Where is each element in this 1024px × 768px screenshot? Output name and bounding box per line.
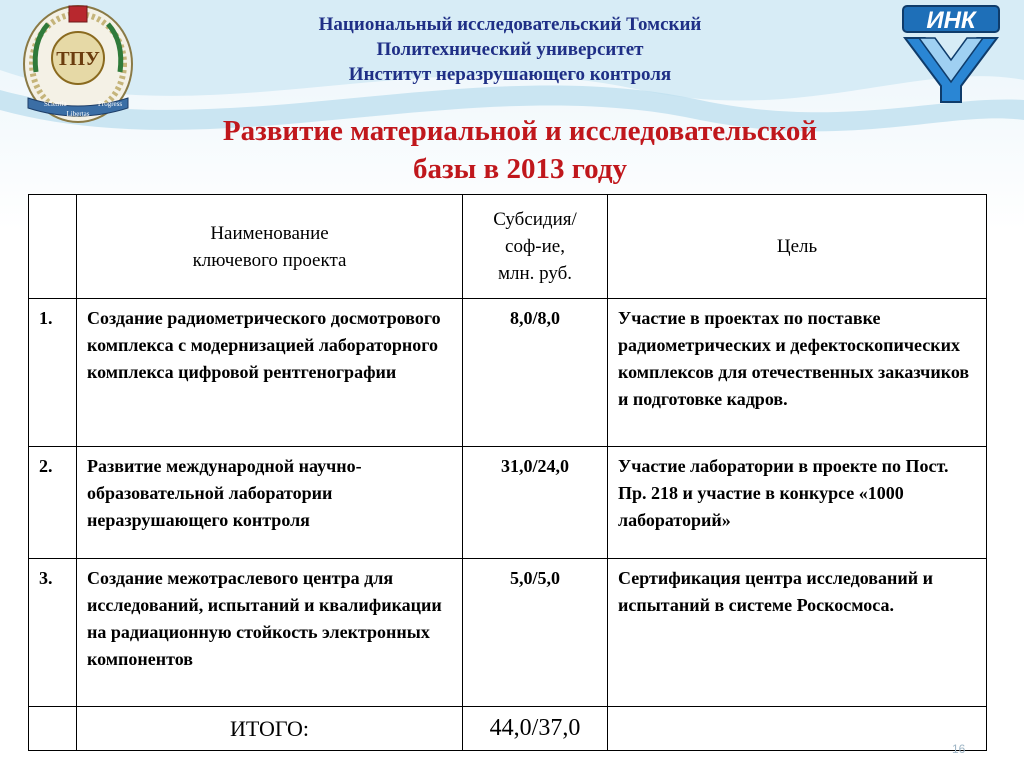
- row-project-name: Создание межотраслевого центра для исследований, испытаний и квалификации на радиационную стойкость электронных компонентов: [77, 559, 463, 707]
- header-line-2: Политехнический университет: [376, 39, 644, 60]
- row-goal: Сертификация центра исследований и испытаний в системе Роскосмоса.: [608, 559, 987, 707]
- total-label: ИТОГО:: [77, 707, 463, 751]
- row-subsidy: 8,0/8,0: [463, 299, 608, 447]
- table-total-row: [29, 707, 987, 751]
- header-subsidy-line-1: Субсидия/: [493, 209, 577, 230]
- table-row: [29, 299, 987, 447]
- title-line-2: базы в 2013 году: [413, 153, 627, 185]
- row-subsidy: 5,0/5,0: [463, 559, 608, 707]
- emblem-motto-2: Progress: [98, 100, 123, 108]
- table-header-row: [29, 195, 987, 299]
- row-project-name: Развитие международной научно-образовательной лаборатории неразрушающего контроля: [77, 447, 463, 559]
- header-subsidy-line-2: соф-ие,: [505, 236, 565, 257]
- university-header: [230, 12, 790, 87]
- title-line-1: Развитие материальной и исследовательской: [222, 115, 818, 147]
- emblem-motto-1: Scientia: [44, 100, 67, 108]
- slide-title: [150, 112, 890, 188]
- row-num: 2.: [29, 447, 77, 559]
- row-num: 3.: [29, 559, 77, 707]
- header-subsidy-line-3: млн. руб.: [497, 263, 573, 284]
- header-subsidy: [463, 195, 608, 299]
- emblem-motto-3: Libertas: [66, 110, 90, 118]
- header-line-1: Национальный исследовательский Томский: [318, 14, 702, 35]
- row-num: 1.: [29, 299, 77, 447]
- ink-logo-text: ИНК: [926, 7, 976, 34]
- header-name: [77, 195, 463, 299]
- header-goal: Цель: [608, 195, 987, 299]
- total-num-cell: [29, 707, 77, 751]
- page-number: 16: [952, 742, 966, 756]
- table-row: [29, 559, 987, 707]
- emblem-monogram: ТПУ: [56, 48, 100, 70]
- total-value: 44,0/37,0: [463, 707, 608, 751]
- projects-table: [28, 194, 987, 751]
- row-project-name: Создание радиометрического досмотрового комплекса с модернизацией лабораторного комплекса цифровой рентгенографии: [77, 299, 463, 447]
- header-name-line-2: ключевого проекта: [192, 249, 347, 271]
- row-goal: Участие в проектах по поставке радиометрических и дефектоскопических комплексов для отечественных заказчиков и подготовке кадров.: [608, 299, 987, 447]
- tpu-emblem-icon: [18, 2, 138, 128]
- total-goal-cell: [608, 707, 987, 751]
- ink-logo-icon: [895, 2, 1007, 114]
- row-goal: Участие лаборатории в проекте по Пост. Пр. 218 и участие в конкурсе «1000 лабораторий»: [608, 447, 987, 559]
- header-name-line-1: Наименование: [210, 222, 329, 244]
- header-num: [29, 195, 77, 299]
- table-row: [29, 447, 987, 559]
- header-line-3: Институт неразрушающего контроля: [348, 64, 672, 85]
- row-subsidy: 31,0/24,0: [463, 447, 608, 559]
